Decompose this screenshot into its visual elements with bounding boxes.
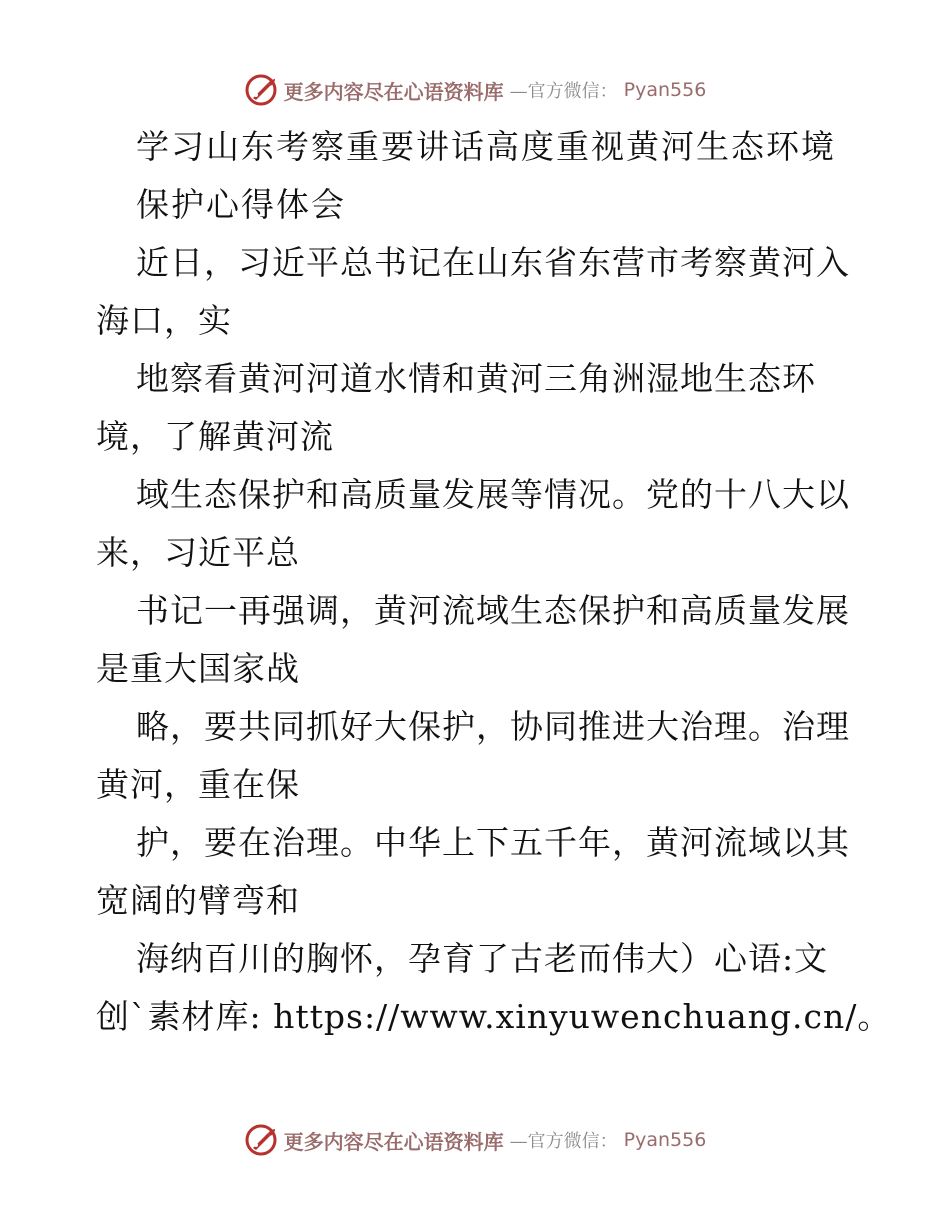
header-banner-content — [244, 73, 707, 107]
document-body — [96, 118, 892, 1046]
paragraph-line: 海口，实 — [96, 301, 232, 340]
feather-pen-logo-icon — [244, 73, 278, 107]
paragraph-line: 是重大国家战 — [96, 649, 300, 688]
paragraph-line: 来，习近平总 — [96, 533, 300, 572]
paragraph-line: 境，了解黄河流 — [96, 417, 334, 456]
banner-wechat-id: Pyan556 — [623, 79, 707, 101]
banner-main-text: 更多内容尽在心语资料库 — [283, 79, 504, 104]
paragraph-line: 海纳百川的胸怀，孕育了古老而伟大）心语:文 — [136, 939, 829, 978]
banner-main-text: 更多内容尽在心语资料库 — [283, 1129, 504, 1154]
banner-sub-text: —官方微信： — [509, 1131, 618, 1152]
document-title-line-2: 保护心得体会 — [136, 185, 346, 224]
paragraph-line-with-url: 创`素材库: https://www.xinyuwenchuang.cn/。 — [96, 997, 892, 1036]
paragraph-line: 地察看黄河河道水情和黄河三角洲湿地生态环 — [136, 359, 816, 398]
paragraph-line: 域生态保护和高质量发展等情况。党的十八大以 — [136, 475, 850, 514]
paragraph-line: 护，要在治理。中华上下五千年，黄河流域以其 — [136, 823, 850, 862]
document-title-line-1: 学习山东考察重要讲话高度重视黄河生态环境 — [136, 127, 836, 166]
feather-pen-logo-icon — [244, 1123, 278, 1157]
paragraph-line: 书记一再强调，黄河流域生态保护和高质量发展 — [136, 591, 850, 630]
header-banner — [0, 70, 950, 110]
footer-banner — [0, 1120, 950, 1160]
paragraph-line: 近日，习近平总书记在山东省东营市考察黄河入 — [136, 243, 850, 282]
banner-wechat-id: Pyan556 — [623, 1129, 707, 1151]
paragraph-line: 宽阔的臂弯和 — [96, 881, 300, 920]
paragraph-line: 黄河，重在保 — [96, 765, 300, 804]
paragraph-line: 略，要共同抓好大保护，协同推进大治理。治理 — [136, 707, 850, 746]
footer-banner-content — [244, 1123, 707, 1157]
banner-sub-text: —官方微信： — [509, 81, 618, 102]
